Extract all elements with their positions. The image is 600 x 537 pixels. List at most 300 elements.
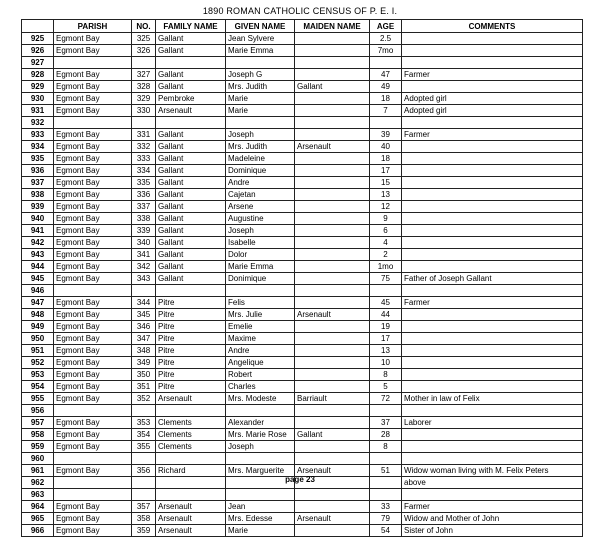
comments-cell	[402, 285, 583, 297]
family-name-cell: Pitre	[156, 369, 226, 381]
given-name-cell: Felis	[226, 297, 295, 309]
age-cell: 75	[370, 273, 402, 285]
family-name-cell: Pitre	[156, 297, 226, 309]
table-row	[22, 333, 583, 345]
parish-cell: Egmont Bay	[54, 393, 132, 405]
maiden-name-cell	[295, 105, 370, 117]
given-name-cell: Joseph G	[226, 69, 295, 81]
parish-cell: Egmont Bay	[54, 261, 132, 273]
age-cell: 47	[370, 69, 402, 81]
table-row	[22, 93, 583, 105]
maiden-name-cell	[295, 213, 370, 225]
row-number-cell: 927	[22, 57, 54, 69]
comments-cell	[402, 345, 583, 357]
row-number-cell: 958	[22, 429, 54, 441]
number-cell: 345	[132, 309, 156, 321]
parish-cell: Egmont Bay	[54, 273, 132, 285]
table-row	[22, 261, 583, 273]
given-name-cell: Jean Sylvere	[226, 33, 295, 45]
number-cell: 356	[132, 465, 156, 477]
row-number-cell: 941	[22, 225, 54, 237]
maiden-name-cell: Arsenault	[295, 141, 370, 153]
row-number-cell: 949	[22, 321, 54, 333]
parish-cell: Egmont Bay	[54, 249, 132, 261]
row-number-cell: 961	[22, 465, 54, 477]
maiden-name-cell	[295, 273, 370, 285]
parish-cell: Egmont Bay	[54, 369, 132, 381]
header-age: AGE	[370, 20, 402, 33]
parish-cell: Egmont Bay	[54, 297, 132, 309]
family-name-cell: Arsenault	[156, 105, 226, 117]
table-row	[22, 321, 583, 333]
row-number-cell: 955	[22, 393, 54, 405]
header-parish: PARISH	[54, 20, 132, 33]
parish-cell: Egmont Bay	[54, 141, 132, 153]
maiden-name-cell	[295, 501, 370, 513]
table-row	[22, 105, 583, 117]
number-cell: 357	[132, 501, 156, 513]
parish-cell: Egmont Bay	[54, 81, 132, 93]
row-number-cell: 947	[22, 297, 54, 309]
number-cell: 344	[132, 297, 156, 309]
table-row	[22, 489, 583, 501]
row-number-cell: 959	[22, 441, 54, 453]
family-name-cell: Gallant	[156, 237, 226, 249]
number-cell: 359	[132, 525, 156, 537]
number-cell: 346	[132, 321, 156, 333]
given-name-cell: Alexander	[226, 417, 295, 429]
comments-cell	[402, 261, 583, 273]
number-cell: 354	[132, 429, 156, 441]
age-cell	[370, 285, 402, 297]
number-cell: 351	[132, 381, 156, 393]
given-name-cell: Marie	[226, 105, 295, 117]
maiden-name-cell	[295, 189, 370, 201]
number-cell: 349	[132, 357, 156, 369]
number-cell: 331	[132, 129, 156, 141]
family-name-cell: Gallant	[156, 177, 226, 189]
comments-cell	[402, 165, 583, 177]
table-row	[22, 69, 583, 81]
header-comments: COMMENTS	[402, 20, 583, 33]
parish-cell	[54, 405, 132, 417]
table-row	[22, 525, 583, 537]
family-name-cell: Gallant	[156, 273, 226, 285]
number-cell	[132, 117, 156, 129]
parish-cell: Egmont Bay	[54, 525, 132, 537]
table-row	[22, 273, 583, 285]
row-number-cell: 934	[22, 141, 54, 153]
given-name-cell: Robert	[226, 369, 295, 381]
given-name-cell: Mrs. Edesse	[226, 513, 295, 525]
age-cell: 17	[370, 333, 402, 345]
age-cell: 7mo	[370, 45, 402, 57]
page-title: 1890 ROMAN CATHOLIC CENSUS OF P. E. I.	[202, 6, 398, 16]
age-cell: 19	[370, 321, 402, 333]
maiden-name-cell	[295, 333, 370, 345]
comments-cell	[402, 309, 583, 321]
parish-cell	[54, 453, 132, 465]
parish-cell: Egmont Bay	[54, 45, 132, 57]
table-row	[22, 141, 583, 153]
table-row	[22, 165, 583, 177]
table-row	[22, 405, 583, 417]
comments-cell: Laborer	[402, 417, 583, 429]
maiden-name-cell	[295, 33, 370, 45]
table-row	[22, 345, 583, 357]
header-family-name: FAMILY NAME	[156, 20, 226, 33]
family-name-cell	[156, 453, 226, 465]
table-row	[22, 117, 583, 129]
age-cell: 13	[370, 345, 402, 357]
family-name-cell	[156, 285, 226, 297]
comments-cell	[402, 357, 583, 369]
row-number-cell: 945	[22, 273, 54, 285]
parish-cell	[54, 57, 132, 69]
given-name-cell: Charles	[226, 381, 295, 393]
row-number-cell: 956	[22, 405, 54, 417]
given-name-cell: Mrs. Modeste	[226, 393, 295, 405]
comments-cell: Widow woman living with M. Felix Peters	[402, 465, 583, 477]
age-cell: 72	[370, 393, 402, 405]
maiden-name-cell	[295, 69, 370, 81]
given-name-cell: Emelie	[226, 321, 295, 333]
family-name-cell: Gallant	[156, 189, 226, 201]
number-cell: 350	[132, 369, 156, 381]
number-cell: 352	[132, 393, 156, 405]
number-cell: 358	[132, 513, 156, 525]
row-number-cell: 962	[22, 477, 54, 489]
number-cell: 334	[132, 165, 156, 177]
maiden-name-cell: Arsenault	[295, 513, 370, 525]
number-cell: 329	[132, 93, 156, 105]
family-name-cell: Arsenault	[156, 393, 226, 405]
given-name-cell: Mrs. Marguerite	[226, 465, 295, 477]
maiden-name-cell	[295, 57, 370, 69]
comments-cell	[402, 333, 583, 345]
comments-cell	[402, 489, 583, 501]
comments-cell	[402, 453, 583, 465]
row-number-cell: 953	[22, 369, 54, 381]
table-row	[22, 57, 583, 69]
table-row	[22, 417, 583, 429]
age-cell: 18	[370, 93, 402, 105]
given-name-cell: Marie Emma	[226, 261, 295, 273]
age-cell: 18	[370, 153, 402, 165]
parish-cell: Egmont Bay	[54, 465, 132, 477]
maiden-name-cell	[295, 117, 370, 129]
age-cell: 39	[370, 129, 402, 141]
row-number-cell: 928	[22, 69, 54, 81]
parish-cell: Egmont Bay	[54, 225, 132, 237]
given-name-cell: Augustine	[226, 213, 295, 225]
header-rownum	[22, 20, 54, 33]
parish-cell: Egmont Bay	[54, 153, 132, 165]
comments-cell	[402, 201, 583, 213]
given-name-cell: Joseph	[226, 225, 295, 237]
maiden-name-cell	[295, 285, 370, 297]
maiden-name-cell	[295, 321, 370, 333]
table-row	[22, 153, 583, 165]
row-number-cell: 966	[22, 525, 54, 537]
age-cell: 49	[370, 81, 402, 93]
comments-cell	[402, 321, 583, 333]
family-name-cell: Richard	[156, 465, 226, 477]
comments-cell	[402, 381, 583, 393]
table-row	[22, 393, 583, 405]
age-cell: 8	[370, 369, 402, 381]
parish-cell: Egmont Bay	[54, 309, 132, 321]
age-cell: 2	[370, 249, 402, 261]
row-number-cell: 938	[22, 189, 54, 201]
number-cell: 337	[132, 201, 156, 213]
row-number-cell: 960	[22, 453, 54, 465]
parish-cell: Egmont Bay	[54, 417, 132, 429]
maiden-name-cell	[295, 297, 370, 309]
maiden-name-cell: Gallant	[295, 429, 370, 441]
table-row	[22, 429, 583, 441]
given-name-cell: Joseph	[226, 129, 295, 141]
table-row	[22, 81, 583, 93]
maiden-name-cell	[295, 93, 370, 105]
maiden-name-cell	[295, 261, 370, 273]
age-cell: 40	[370, 141, 402, 153]
row-number-cell: 930	[22, 93, 54, 105]
maiden-name-cell	[295, 45, 370, 57]
parish-cell: Egmont Bay	[54, 357, 132, 369]
parish-cell	[54, 117, 132, 129]
family-name-cell: Arsenault	[156, 501, 226, 513]
age-cell	[370, 57, 402, 69]
family-name-cell	[156, 489, 226, 501]
given-name-cell: Arsene	[226, 201, 295, 213]
table-row	[22, 309, 583, 321]
parish-cell: Egmont Bay	[54, 93, 132, 105]
given-name-cell: Marie Emma	[226, 45, 295, 57]
row-number-cell: 939	[22, 201, 54, 213]
given-name-cell: Dominique	[226, 165, 295, 177]
age-cell: 37	[370, 417, 402, 429]
header-given-name: GIVEN NAME	[226, 20, 295, 33]
number-cell: 327	[132, 69, 156, 81]
family-name-cell: Gallant	[156, 165, 226, 177]
given-name-cell	[226, 405, 295, 417]
table-row	[22, 201, 583, 213]
number-cell: 343	[132, 273, 156, 285]
family-name-cell	[156, 57, 226, 69]
family-name-cell: Gallant	[156, 249, 226, 261]
given-name-cell: Marie	[226, 93, 295, 105]
family-name-cell: Pitre	[156, 321, 226, 333]
family-name-cell: Pembroke	[156, 93, 226, 105]
parish-cell: Egmont Bay	[54, 429, 132, 441]
maiden-name-cell: Arsenault	[295, 309, 370, 321]
table-row	[22, 501, 583, 513]
family-name-cell	[156, 405, 226, 417]
maiden-name-cell	[295, 405, 370, 417]
parish-cell: Egmont Bay	[54, 345, 132, 357]
row-number-cell: 963	[22, 489, 54, 501]
comments-cell	[402, 249, 583, 261]
comments-cell: Mother in law of Felix	[402, 393, 583, 405]
family-name-cell: Pitre	[156, 345, 226, 357]
row-number-cell: 951	[22, 345, 54, 357]
header-row	[22, 20, 583, 33]
row-number-cell: 926	[22, 45, 54, 57]
number-cell: 340	[132, 237, 156, 249]
maiden-name-cell	[295, 129, 370, 141]
row-number-cell: 942	[22, 237, 54, 249]
comments-cell	[402, 189, 583, 201]
maiden-name-cell	[295, 225, 370, 237]
number-cell: 326	[132, 45, 156, 57]
number-cell: 339	[132, 225, 156, 237]
parish-cell	[54, 489, 132, 501]
age-cell: 13	[370, 189, 402, 201]
comments-cell	[402, 213, 583, 225]
parish-cell	[54, 285, 132, 297]
maiden-name-cell	[295, 237, 370, 249]
table-row	[22, 249, 583, 261]
family-name-cell: Arsenault	[156, 513, 226, 525]
maiden-name-cell: Arsenault	[295, 465, 370, 477]
comments-cell: Sister of John	[402, 525, 583, 537]
row-number-cell: 935	[22, 153, 54, 165]
given-name-cell: Madeleine	[226, 153, 295, 165]
given-name-cell: Maxime	[226, 333, 295, 345]
age-cell: 9	[370, 213, 402, 225]
maiden-name-cell	[295, 441, 370, 453]
table-row	[22, 33, 583, 45]
family-name-cell: Pitre	[156, 309, 226, 321]
given-name-cell: Andre	[226, 345, 295, 357]
maiden-name-cell	[295, 177, 370, 189]
family-name-cell: Gallant	[156, 33, 226, 45]
age-cell	[370, 453, 402, 465]
age-cell: 79	[370, 513, 402, 525]
parish-cell: Egmont Bay	[54, 513, 132, 525]
comments-cell	[402, 153, 583, 165]
comments-cell: Widow and Mother of John	[402, 513, 583, 525]
row-number-cell: 925	[22, 33, 54, 45]
header-maiden-name: MAIDEN NAME	[295, 20, 370, 33]
table-row	[22, 225, 583, 237]
age-cell: 45	[370, 297, 402, 309]
comments-cell: Farmer	[402, 129, 583, 141]
row-number-cell: 957	[22, 417, 54, 429]
page-number: page 23	[285, 475, 315, 484]
comments-cell	[402, 141, 583, 153]
table-row	[22, 177, 583, 189]
parish-cell: Egmont Bay	[54, 129, 132, 141]
parish-cell: Egmont Bay	[54, 165, 132, 177]
number-cell: 333	[132, 153, 156, 165]
family-name-cell: Clements	[156, 429, 226, 441]
maiden-name-cell	[295, 357, 370, 369]
parish-cell: Egmont Bay	[54, 105, 132, 117]
family-name-cell: Clements	[156, 441, 226, 453]
family-name-cell: Gallant	[156, 225, 226, 237]
age-cell: 51	[370, 465, 402, 477]
given-name-cell: Andre	[226, 177, 295, 189]
table-row	[22, 513, 583, 525]
parish-cell: Egmont Bay	[54, 321, 132, 333]
comments-cell: Adopted girl	[402, 93, 583, 105]
age-cell: 10	[370, 357, 402, 369]
age-cell: 7	[370, 105, 402, 117]
row-number-cell: 964	[22, 501, 54, 513]
family-name-cell: Gallant	[156, 141, 226, 153]
table-row	[22, 285, 583, 297]
row-number-cell: 936	[22, 165, 54, 177]
age-cell	[370, 489, 402, 501]
table-row	[22, 357, 583, 369]
number-cell: 336	[132, 189, 156, 201]
parish-cell: Egmont Bay	[54, 201, 132, 213]
comments-cell	[402, 225, 583, 237]
age-cell: 1mo	[370, 261, 402, 273]
maiden-name-cell	[295, 345, 370, 357]
age-cell: 15	[370, 177, 402, 189]
number-cell: 355	[132, 441, 156, 453]
given-name-cell: Mrs. Marie Rose	[226, 429, 295, 441]
comments-cell	[402, 33, 583, 45]
given-name-cell	[226, 57, 295, 69]
family-name-cell	[156, 117, 226, 129]
age-cell: 5	[370, 381, 402, 393]
given-name-cell: Isabelle	[226, 237, 295, 249]
age-cell: 44	[370, 309, 402, 321]
table-row	[22, 297, 583, 309]
row-number-cell: 931	[22, 105, 54, 117]
age-cell: 4	[370, 237, 402, 249]
number-cell: 332	[132, 141, 156, 153]
parish-cell: Egmont Bay	[54, 213, 132, 225]
parish-cell: Egmont Bay	[54, 237, 132, 249]
number-cell: 342	[132, 261, 156, 273]
family-name-cell: Gallant	[156, 45, 226, 57]
row-number-cell: 933	[22, 129, 54, 141]
family-name-cell: Gallant	[156, 213, 226, 225]
table-row	[22, 237, 583, 249]
maiden-name-cell: Gallant	[295, 81, 370, 93]
maiden-name-cell	[295, 249, 370, 261]
number-cell: 347	[132, 333, 156, 345]
number-cell: 335	[132, 177, 156, 189]
given-name-cell	[226, 285, 295, 297]
table-row	[22, 453, 583, 465]
row-number-cell: 944	[22, 261, 54, 273]
maiden-name-cell	[295, 525, 370, 537]
given-name-cell: Marie	[226, 525, 295, 537]
maiden-name-cell	[295, 153, 370, 165]
maiden-name-cell	[295, 489, 370, 501]
family-name-cell: Pitre	[156, 381, 226, 393]
given-name-cell: Donimique	[226, 273, 295, 285]
age-cell: 12	[370, 201, 402, 213]
table-row	[22, 381, 583, 393]
age-cell: 28	[370, 429, 402, 441]
given-name-cell: Dolor	[226, 249, 295, 261]
given-name-cell	[226, 489, 295, 501]
number-cell: 330	[132, 105, 156, 117]
comments-cell	[402, 441, 583, 453]
census-table-body	[22, 33, 583, 537]
maiden-name-cell	[295, 453, 370, 465]
number-cell: 348	[132, 345, 156, 357]
row-number-cell: 946	[22, 285, 54, 297]
row-number-cell: 950	[22, 333, 54, 345]
